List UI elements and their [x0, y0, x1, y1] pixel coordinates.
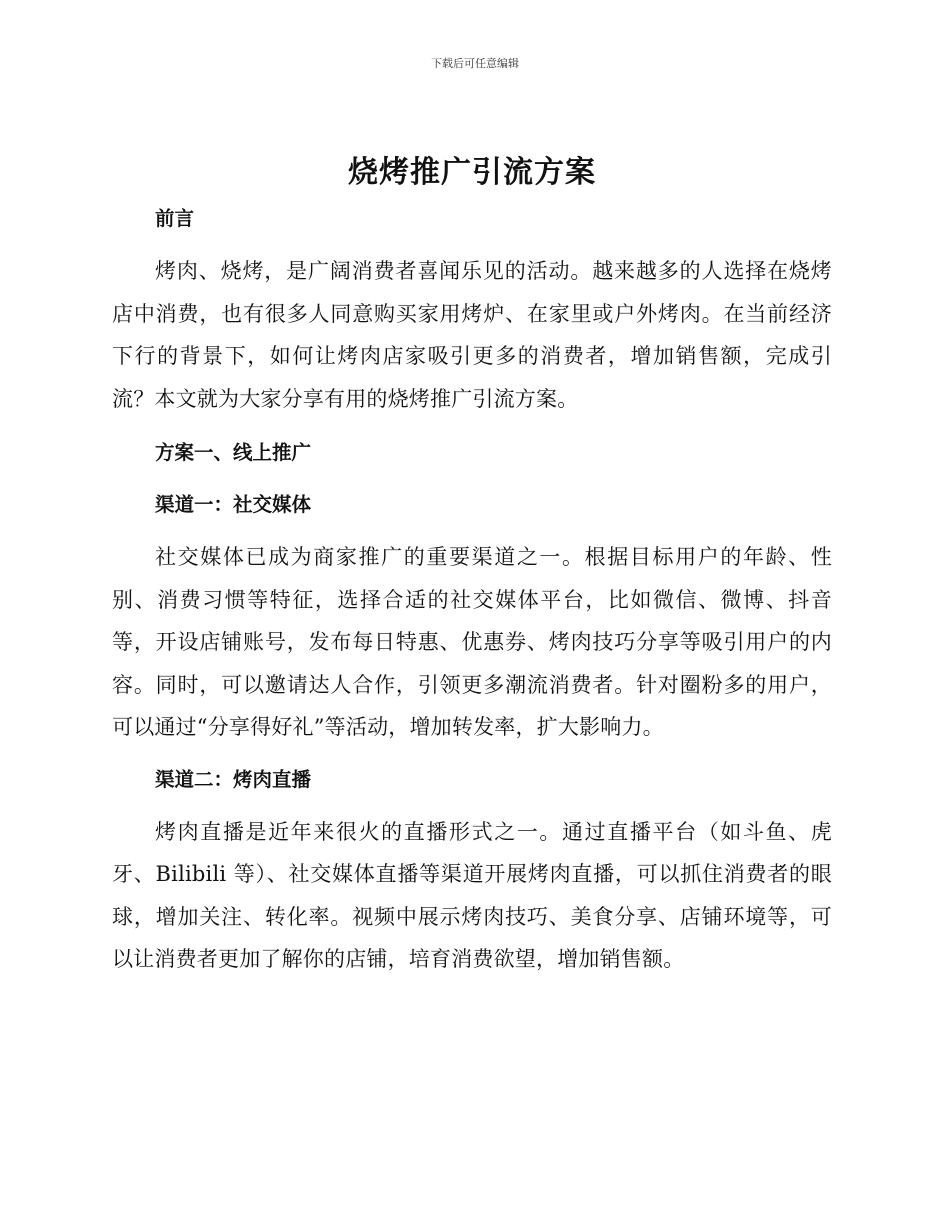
channel1-paragraph: 社交媒体已成为商家推广的重要渠道之一。根据目标用户的年龄、性别、消费习惯等特征，选择合适的社交媒体平台，比如微信、微博、抖音等，开设店铺账号，发布每日特惠、优惠券、烤肉技巧分享等吸引用户的内容。同时，可以邀请达人合作，引领更多潮流消费者。针对圈粉多的用户，可以通过“分享得好礼”等活动，增加转发率，扩大影响力。 [112, 545, 832, 739]
spacer [112, 420, 832, 432]
spacer [112, 749, 832, 759]
channel2-paragraph: 烤肉直播是近年来很火的直播形式之一。通过直播平台（如斗鱼、虎牙、Bilibili 等）、社交媒体直播等渠道开展烤肉直播，可以抓住消费者的眼球，增加关注、转化率。视频中展示烤肉技巧、美食分享、店铺环境等，可以让消费者更加了解你的店铺，培育消费欲望，增加销售额。 [112, 819, 832, 971]
header-note: 下载后可任意编辑 [431, 57, 519, 70]
page-title: 烧烤推广引流方案 [348, 155, 596, 190]
channel2-heading: 渠道二：烤肉直播 [155, 767, 312, 791]
spacer [112, 801, 832, 811]
spacer [112, 474, 832, 484]
spacer [112, 240, 832, 250]
preface-paragraph: 烤肉、烧烤，是广阔消费者喜闻乐见的活动。越来越多的人选择在烧烤店中消费，也有很多人同意购买家用烤炉、在家里或户外烤肉。在当前经济下行的背景下，如何让烤肉店家吸引更多的消费者，增加销售额，完成引流？本文就为大家分享有用的烧烤推广引流方案。 [112, 259, 832, 411]
plan1-heading: 方案一、线上推广 [155, 441, 312, 464]
document-body [112, 148, 832, 981]
preface-heading: 前言 [155, 207, 195, 230]
spacer [112, 526, 832, 536]
channel1-heading: 渠道一：社交媒体 [155, 493, 312, 516]
